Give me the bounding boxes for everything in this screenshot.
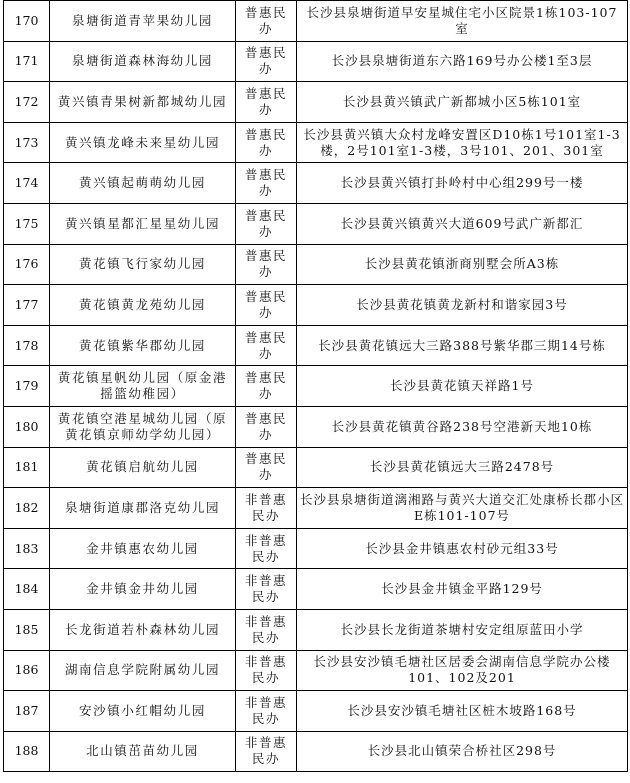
row-number: 180: [4, 406, 50, 447]
kindergarten-address: 长沙县黄花镇浙商别墅会所A3栋: [297, 244, 628, 285]
kindergarten-address: 长沙县泉塘街道漓湘路与黄兴大道交汇处康桥长郡小区E栋101-107号: [297, 488, 628, 529]
kindergarten-type: 普惠民办: [236, 285, 297, 326]
kindergarten-address: 长沙县黄花镇黄龙新村和谐家园3号: [297, 285, 628, 326]
row-number: 171: [4, 41, 50, 82]
kindergarten-name: 黄兴镇起萌萌幼儿园: [50, 163, 236, 204]
table-row: [4, 406, 628, 447]
row-number: 178: [4, 325, 50, 366]
kindergarten-address: 长沙县黄兴镇打卦岭村中心组299号一楼: [297, 163, 628, 204]
kindergarten-type: 非普惠民办: [236, 569, 297, 610]
row-number: 170: [4, 1, 50, 42]
kindergarten-address: 长沙县黄兴镇黄兴大道609号武广新都汇: [297, 203, 628, 244]
kindergarten-type: 普惠民办: [236, 325, 297, 366]
kindergarten-name: 黄花镇星帆幼儿园（原金港摇篮幼稚园）: [50, 366, 236, 407]
table-row: [4, 122, 628, 163]
kindergarten-address: 长沙县泉塘街道东六路169号办公楼1至3层: [297, 41, 628, 82]
table-row: [4, 609, 628, 650]
row-number: 173: [4, 122, 50, 163]
row-number: 174: [4, 163, 50, 204]
kindergarten-name: 金井镇惠农幼儿园: [50, 528, 236, 569]
table-row: [4, 488, 628, 529]
kindergarten-name: 黄花镇紫华郡幼儿园: [50, 325, 236, 366]
kindergarten-name: 黄花镇启航幼儿园: [50, 447, 236, 488]
kindergarten-name: 北山镇茁苗幼儿园: [50, 731, 236, 772]
row-number: 172: [4, 82, 50, 123]
row-number: 186: [4, 650, 50, 691]
kindergarten-name: 金井镇金井幼儿园: [50, 569, 236, 610]
table-row: [4, 650, 628, 691]
table-body: [4, 1, 628, 772]
kindergarten-type: 普惠民办: [236, 1, 297, 42]
kindergarten-type: 非普惠民办: [236, 691, 297, 732]
table-row: [4, 244, 628, 285]
kindergarten-name: 黄兴镇龙峰未来星幼儿园: [50, 122, 236, 163]
kindergarten-address: 长沙县泉塘街道早安星城住宅小区院景1栋103-107室: [297, 1, 628, 42]
table-row: [4, 528, 628, 569]
kindergarten-name: 黄花镇空港星城幼儿园（原黄花镇京师幼学幼儿园）: [50, 406, 236, 447]
table-row: [4, 569, 628, 610]
row-number: 183: [4, 528, 50, 569]
kindergarten-type: 普惠民办: [236, 244, 297, 285]
table-row: [4, 366, 628, 407]
row-number: 179: [4, 366, 50, 407]
kindergarten-type: 普惠民办: [236, 406, 297, 447]
kindergarten-address: 长沙县安沙镇毛塘社区桩木坡路168号: [297, 691, 628, 732]
kindergarten-address: 长沙县金井镇金平路129号: [297, 569, 628, 610]
kindergarten-address: 长沙县黄花镇黄谷路238号空港新天地10栋: [297, 406, 628, 447]
kindergarten-type: 非普惠民办: [236, 609, 297, 650]
kindergarten-name: 黄花镇飞行家幼儿园: [50, 244, 236, 285]
table-row: [4, 163, 628, 204]
table-row: [4, 285, 628, 326]
kindergarten-type: 普惠民办: [236, 82, 297, 123]
kindergarten-type: 非普惠民办: [236, 650, 297, 691]
kindergarten-name: 黄兴镇青果树新都城幼儿园: [50, 82, 236, 123]
row-number: 182: [4, 488, 50, 529]
kindergarten-name: 泉塘街道青苹果幼儿园: [50, 1, 236, 42]
table-row: [4, 447, 628, 488]
kindergarten-type: 非普惠民办: [236, 528, 297, 569]
row-number: 184: [4, 569, 50, 610]
kindergarten-name: 泉塘街道森林海幼儿园: [50, 41, 236, 82]
kindergarten-name: 长龙街道若朴森林幼儿园: [50, 609, 236, 650]
kindergarten-type: 非普惠民办: [236, 731, 297, 772]
kindergarten-address: 长沙县黄花镇远大三路2478号: [297, 447, 628, 488]
row-number: 177: [4, 285, 50, 326]
kindergarten-address: 长沙县黄兴镇大众村龙峰安置区D10栋1号101室1-3楼，2号101室1-3楼，3号101、201、301室: [297, 122, 628, 163]
row-number: 185: [4, 609, 50, 650]
kindergarten-type: 普惠民办: [236, 203, 297, 244]
kindergarten-type: 普惠民办: [236, 122, 297, 163]
row-number: 188: [4, 731, 50, 772]
table-row: [4, 325, 628, 366]
row-number: 176: [4, 244, 50, 285]
kindergarten-type: 普惠民办: [236, 41, 297, 82]
kindergarten-type: 普惠民办: [236, 163, 297, 204]
row-number: 187: [4, 691, 50, 732]
kindergarten-type: 非普惠民办: [236, 488, 297, 529]
kindergarten-name: 黄兴镇星都汇星星幼儿园: [50, 203, 236, 244]
table-row: [4, 82, 628, 123]
kindergarten-address: 长沙县黄花镇远大三路388号紫华郡三期14号栋: [297, 325, 628, 366]
kindergarten-name: 黄花镇黄龙苑幼儿园: [50, 285, 236, 326]
kindergarten-address: 长沙县安沙镇毛塘社区居委会湖南信息学院办公楼101、102及201: [297, 650, 628, 691]
row-number: 181: [4, 447, 50, 488]
table-row: [4, 1, 628, 42]
table-row: [4, 691, 628, 732]
row-number: 175: [4, 203, 50, 244]
kindergarten-address: 长沙县长龙街道茶塘村安定组原蓝田小学: [297, 609, 628, 650]
table-row: [4, 41, 628, 82]
kindergarten-address: 长沙县金井镇惠农村砂元组33号: [297, 528, 628, 569]
table-row: [4, 731, 628, 772]
kindergarten-address: 长沙县北山镇荣合桥社区298号: [297, 731, 628, 772]
kindergarten-type: 普惠民办: [236, 366, 297, 407]
kindergarten-address: 长沙县黄花镇天祥路1号: [297, 366, 628, 407]
kindergarten-address: 长沙县黄兴镇武广新都城小区5栋101室: [297, 82, 628, 123]
kindergarten-table: [3, 0, 628, 772]
kindergarten-type: 普惠民办: [236, 447, 297, 488]
kindergarten-name: 泉塘街道康郡洛克幼儿园: [50, 488, 236, 529]
table-row: [4, 203, 628, 244]
kindergarten-name: 湖南信息学院附属幼儿园: [50, 650, 236, 691]
kindergarten-name: 安沙镇小红帽幼儿园: [50, 691, 236, 732]
